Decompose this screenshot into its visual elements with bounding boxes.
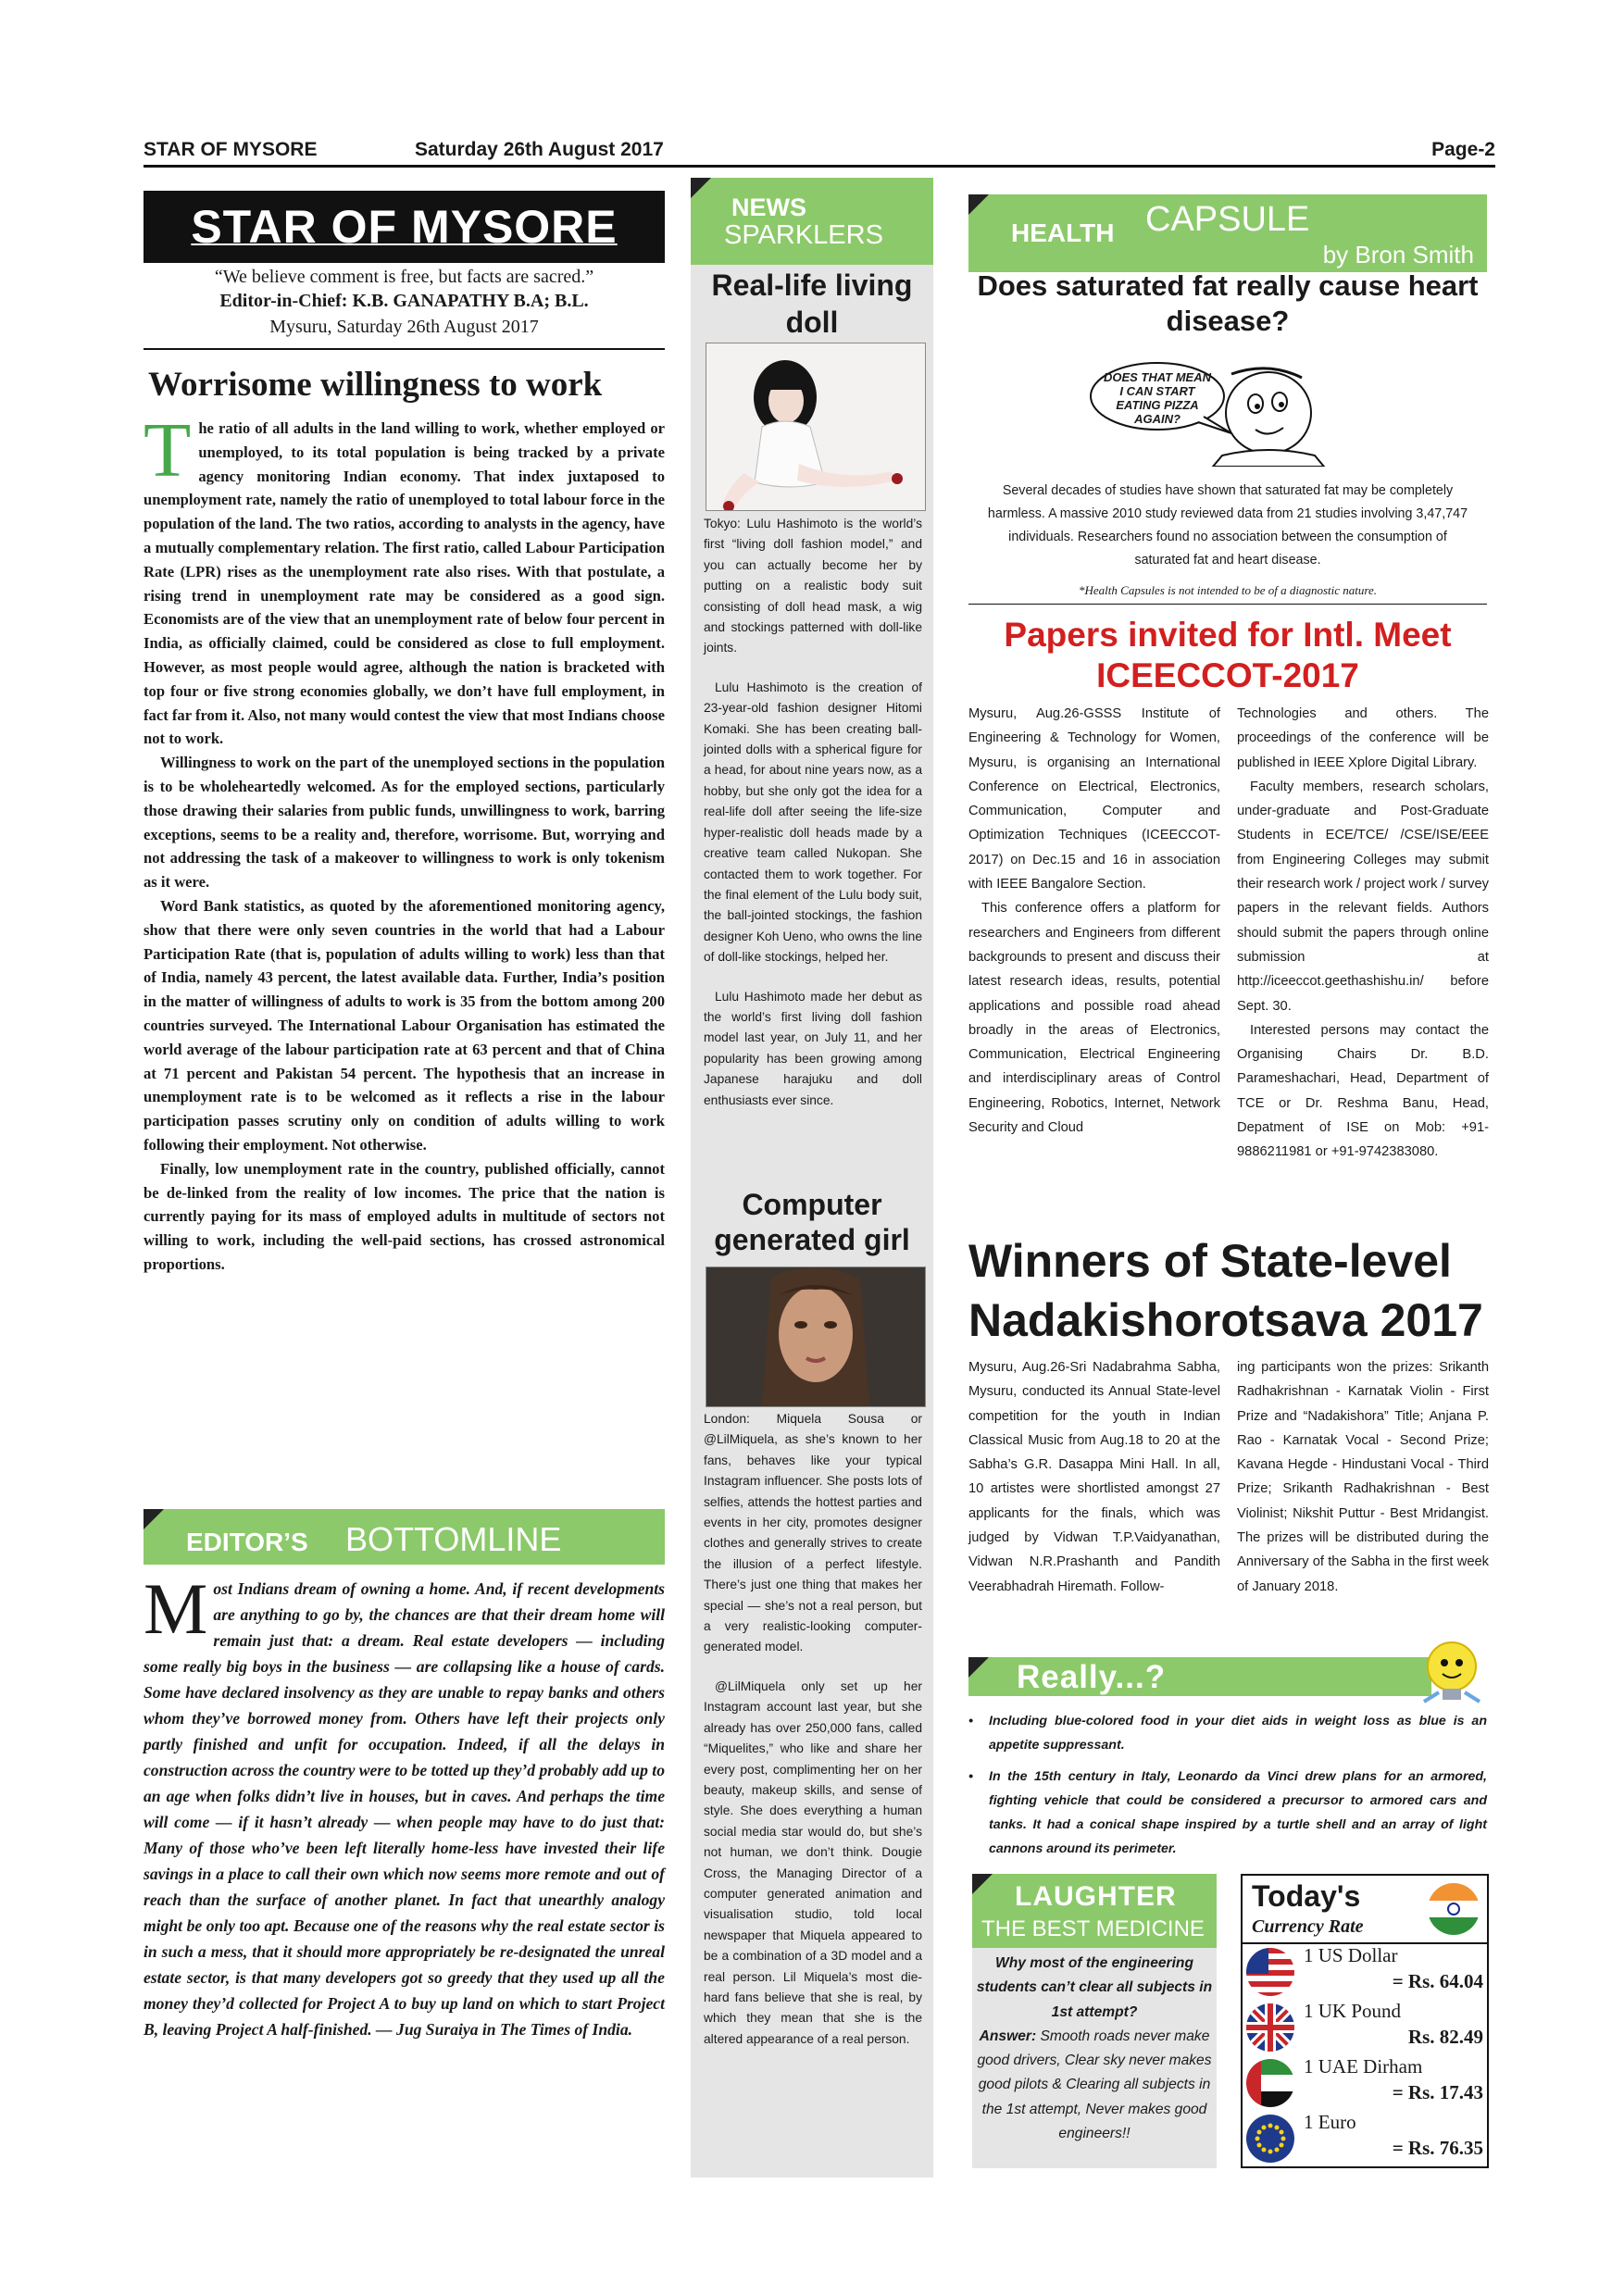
header-date: Saturday 26th August 2017 (415, 139, 664, 160)
masthead-dateline: Mysuru, Saturday 26th August 2017 (269, 317, 539, 337)
currency-row-usd (1243, 1944, 1487, 2000)
conference-paragraph: Interested persons may contact the Organising Chairs Dr. B.D. Parameshachari, Head, Department of TCE or Dr. Reshma Banu, Head, Depatment of ISE on Mob: +91-9886211981 or +91-9742383080. (1237, 1022, 1489, 1160)
nadaki-title: Winners of State-level Nadakishorotsava 2017 (968, 1235, 1483, 1346)
laughter-answer: Smooth roads never make good drivers, Clear sky never makes good pilots & Clearing all subjects in the 1st attempt, Never makes good engineers!! (977, 2028, 1212, 2142)
currency-rate: = Rs. 17.43 (1392, 2081, 1483, 2103)
health-title: Does saturated fat really cause heart disease? (977, 269, 1479, 337)
banner-corner (972, 1874, 993, 1894)
news-paragraph: London: Miquela Sousa or @LilMiquela, as she’s known to her fans, behaves like your typical Instagram influencer. She posts lots of selfies, attends the hottest parties and events in her city, promotes designer clothes and generally strives to create the illusion of a perfect lifestyle. There’s just one thing that makes her special — she’s not a real person, but a very realistic-looking computer-generated model. (704, 1412, 922, 1654)
laughter-body (976, 1952, 1213, 2146)
currency-title: Today's (1252, 1879, 1361, 1913)
health-cartoon (1083, 356, 1370, 467)
masthead-title: STAR OF MYSORE (191, 201, 618, 253)
living-doll-photo (706, 343, 926, 511)
currency-row-aed (1243, 2055, 1487, 2111)
living-doll-illustration (706, 343, 925, 510)
eu-flag-icon (1246, 2115, 1294, 2163)
health-disclaimer: *Health Capsules is not intended to be of a diagnostic nature. (1079, 583, 1377, 597)
bullet-icon: • (968, 1714, 973, 1728)
news-paragraph: @LilMiquela only set up her Instagram account last year, but she already has over 250,000 fans, called “Miquelites,” who like and share her every post, complimenting her on her beauty, makeup skills, and sense of style. She does everything a human social media star would do, but she’s not human, we don’t think. Dougie Cross, the Managing Director of a computer generated animation and visualisation studio, told local newspaper that Miquela appeared to be a combination of a 3D model and a real person. Lil Miquela’s most die-hard fans believe that she is real, by which they mean that she is the altered appearance of a real person. (704, 1678, 922, 2046)
currency-row-eur (1243, 2111, 1487, 2166)
editorial-paragraph: he ratio of all adults in the land willing to work, whether employed or unemployed, to its total population is being tracked by a private agency monitoring Indian economy. That index juxtaposed to unemployment rate, namely the ratio of unemployed to total labour force in the population of the land. The two ratios, according to analysts in the agency, have a mutually complementary relation. The first ratio, called Labour Participation Rate (LPR) rises as the unemployment rate also rises. With that postulate, a rising trend in unemployment rate may be considered as a good sign. Economists are of the view that an unemployment rate of below four percent in India, as officially claimed, could be considered as close to full employment. However, as most people would agree, although the nation is bracketed with top four or five strong economies globally, we don’t have full employment, in fact far from it. Also, not many would contest the view that most Indians choose not to work. (144, 419, 665, 748)
currency-name: 1 Euro (1304, 2111, 1356, 2133)
conference-title: Papers invited for Intl. Meet ICEECCOT-2017 (1004, 616, 1452, 694)
cg-girl-illustration (706, 1267, 925, 1406)
header-page-number: Page-2 (1431, 139, 1495, 160)
currency-subtitle: Currency Rate (1252, 1916, 1364, 1937)
nadaki-column-right (1237, 1355, 1489, 1599)
currency-row-gbp (1243, 2000, 1487, 2055)
news-story2-title: Computer generated girl (714, 1188, 910, 1256)
really-item-text: Including blue-colored food in your diet aids in weight loss as blue is an appetite suppressant. (989, 1714, 1487, 1753)
banner-corner (968, 1657, 989, 1678)
news-story2-body (704, 1409, 922, 2050)
health-label-bold: HEALTH (1011, 218, 1115, 247)
news-story1-body (704, 514, 922, 1111)
health-byline: by Bron Smith (1322, 241, 1474, 268)
banner-corner (691, 178, 711, 198)
conference-paragraph: Technologies and others. The proceedings of the conference will be published in IEEE Xplore Digital Library. (1237, 706, 1489, 770)
masthead-motto: “We believe comment is free, but facts are sacred.” (214, 267, 594, 287)
news-story1-title: Real-life living doll (711, 268, 913, 339)
laughter-label-bottom: THE BEST MEDICINE (981, 1916, 1205, 1941)
header-rule (144, 165, 1495, 168)
currency-name: 1 US Dollar (1304, 1944, 1398, 1966)
currency-name: 1 UK Pound (1304, 2000, 1402, 2022)
bottomline-dropcap: M (144, 1568, 208, 1649)
cartoon-speech-bubble: DOES THAT MEAN I CAN START EATING PIZZA AGAIN? (1103, 370, 1212, 426)
really-item (968, 1765, 1487, 1861)
header-paper-name: STAR OF MYSORE (144, 139, 318, 160)
masthead-logo (144, 191, 665, 263)
health-label-light: CAPSULE (1145, 200, 1310, 239)
news-label-bottom: SPARKLERS (724, 220, 883, 250)
news-sparklers-banner (691, 178, 933, 265)
news-paragraph: Lulu Hashimoto made her debut as the world’s first living doll fashion model last year, on July 11, and her popularity has been growing among Japanese harajuku and doll enthusiasts ever since. (704, 989, 922, 1107)
news-paragraph: Lulu Hashimoto is the creation of 23-year-old fashion designer Hitomi Komaki. She has been creating ball-jointed dolls with a spherical figure for a head, for about nine years now, as a hobby, but she only got the idea for a real-life doll after seeing the life-size hyper-realistic doll heads made by a creative team called Nukopan. She contacted them to work together. For the final element of the Lulu body suit, the ball-jointed stockings, the fashion designer Koh Ueno, who owns the line of doll-like stockings, helped her. (704, 680, 922, 965)
conference-paragraph: This conference offers a platform for researchers and Engineers from different backgrounds to present and discuss their latest research ideas, results, potential applications and possible road ahead broadly in the areas of Electronics, Communication, Electrical Engineering and interdisciplinary areas of Control Engineering, Robotics, Internet, Network Security and Cloud (968, 901, 1220, 1136)
laughter-banner (972, 1874, 1217, 1948)
editorial-headline: Worrisome willingness to work (148, 366, 603, 404)
health-rule (968, 604, 1487, 605)
uk-flag-icon (1246, 2003, 1294, 2052)
news-label-top: NEWS (731, 193, 806, 221)
nadaki-paragraph: Mysuru, Aug.26-Sri Nadabrahma Sabha, Mysuru, conducted its Annual State-level competition for the youth in Indian Classical Music from Aug.18 to 20 at the Sabha’s G.R. Dasappa Mini Hall. In all, 10 artistes were shortlisted amongst 27 applicants for the finals, which was judged by Vidwan T.P.Vaidyanathan, Vidwan N.R.Prashanth and Pandith Veerabhadrah Hiremath. Follow- (968, 1360, 1220, 1594)
masthead-editor: Editor-in-Chief: K.B. GANAPATHY B.A; B.L. (219, 291, 589, 311)
really-list (968, 1709, 1487, 1861)
really-item (968, 1709, 1487, 1757)
health-capsule-banner (968, 194, 1487, 272)
india-flag-icon (1428, 1883, 1480, 1935)
us-flag-icon (1246, 1948, 1294, 1996)
conference-column-right (1237, 702, 1489, 1165)
lightbulb-icon (1415, 1637, 1489, 1713)
health-body: Several decades of studies have shown that saturated fat may be completely harmless. A massive 2010 study reviewed data from 21 studies involving 3,47,747 individuals. Researchers found no association between the consumption of saturated fat and heart disease. (987, 483, 1468, 568)
nadaki-column-left (968, 1355, 1220, 1599)
bottomline-text: ost Indians dream of owning a home. And, if recent developments are anything to go by, the chances are that their dream home will remain just that: a dream. Real estate developers — including some really big boys in the business — are collapsing like a house of cards. Some have declared insolvency as they are unable to repay banks and others whom they’ve borrowed money from. Others have left their projects only partly finished and unfit for occupation. Indeed, if all the delays in construction across the country were to be totted up they’d probably add up to an age when folks didn’t live in houses, but in caves. And perhaps the time will come — if it hasn’t already — when people may have to do just that: Many of those who’ve been left literally home-less have invested their life savings in a place to call their own which now seems more remote and out of reach than the surface of another planet. In fact that unearthly analogy might be only too apt. Because one of the reasons why the real estate sector is in such a mess, that it should more appropriately be re-designated the unreal estate sector, is that many developers got so greedy that they used up all the money they’d collected for Project A to buy up land on which to start Project B, leaving Project A half-finished. — Jug Suraiya in The Times of India. (144, 1579, 665, 2039)
really-banner (968, 1657, 1431, 1696)
bottomline-banner (144, 1509, 665, 1565)
bottomline-body (144, 1568, 665, 2042)
conference-column-left (968, 702, 1220, 1140)
nadaki-paragraph: ing participants won the prizes: Srikanth Radhakrishnan - Karnatak Violin - First Prize and “Nadakishora” Title; Anjana P. Rao - Karnatak Vocal - Second Prize; Kavana Hegde - Hindustani Vocal - Third Prize; Srikanth Radhakrishnan - Best Violinist; Nikshit Puttur - Best Mridangist. The prizes will be distributed during the Anniversary of the Sabha in the first week of January 2018. (1237, 1360, 1489, 1594)
currency-rate: = Rs. 76.35 (1392, 2137, 1483, 2159)
laughter-answer-label: Answer: (979, 2028, 1037, 2044)
laughter-label-top: LAUGHTER (1015, 1881, 1177, 1912)
editorial-paragraph: Word Bank statistics, as quoted by the aforementioned monitoring agency, show that there were only seven countries in the world that had a Labour Participation Rate (that is, population of adults willing to work) less than that of India, namely 43 percent, the latest available data. Further, India’s position in the matter of willingness of adults to work is 35 from the bottom among 200 countries surveyed. The International Labour Organisation has estimated the world average of the labour participation rate at 63 percent and that of China at 71 percent and Pakistan 54 percent. The hypothesis that an increase in unemployment rate is to be welcomed as it reflects a rise in the labour participation passes scrutiny only on condition of adults willing to work following their employment. Not otherwise. (144, 896, 665, 1154)
news-paragraph: Tokyo: Lulu Hashimoto is the world’s first “living doll fashion model,” and you can actually become her by putting on a realistic body suit consisting of doll head mask, a wig and stockings patterned with doll-like joints. (704, 517, 922, 655)
conference-paragraph: Mysuru, Aug.26-GSSS Institute of Engineering & Technology for Women, Mysuru, is organising an International Conference on Electrical, Electronics, Communication, Computer and Optimization Techniques (ICEECCOT-2017) on Dec.15 and 16 in association with IEEE Bangalore Section. (968, 706, 1220, 892)
banner-corner (144, 1509, 164, 1529)
conference-paragraph: Faculty members, research scholars, under-graduate and Post-Graduate Students in ECE/TCE/ /CSE/ISE/EEE from Engineering Colleges may submit their research work / project work / survey papers in the relevant fields. Authors should submit the papers through online submission at http://iceeccot.geethashishu.in/ before Sept. 30. (1237, 779, 1489, 1014)
editorial-paragraph: Finally, low unemployment rate in the country, published officially, cannot be de-linked from the reality of low incomes. The price that the nation is currently paying for its mass of employed adults in multitude of sectors not willing to work, including the well-paid sections, has crossed astronomical proportions. (144, 1159, 665, 1273)
uae-flag-icon (1246, 2059, 1294, 2107)
currency-rate: Rs. 82.49 (1407, 2026, 1483, 2048)
cg-girl-photo (706, 1267, 926, 1407)
masthead-rule (144, 348, 665, 350)
banner-corner (968, 194, 989, 215)
really-label: Really...? (1017, 1659, 1167, 1695)
laughter-question: Why most of the engineering students can’t clear all subjects in 1st attempt? (976, 1955, 1213, 2020)
really-item-text: In the 15th century in Italy, Leonardo da Vinci drew plans for an armored, fighting vehicle that could be considered a precursor to armored cars and tanks. It had a conical shape inspired by a turtle shell and an array of light cannons around its perimeter. (989, 1769, 1487, 1856)
currency-name: 1 UAE Dirham (1304, 2055, 1423, 2078)
bullet-icon: • (968, 1769, 973, 1784)
bottomline-label-bold: EDITOR’S (186, 1528, 308, 1556)
bottomline-label-light: BOTTOMLINE (345, 1520, 562, 1558)
page-header (144, 139, 1495, 165)
editorial-dropcap: T (144, 407, 192, 493)
editorial-paragraph: Willingness to work on the part of the unemployed sections in the population is to be wholeheartedly welcomed. As for the employed sections, particularly those drawing their salaries from public funds, unwillingness to work, barring exceptions, seems to be a reality and, therefore, worrisome. But, worrying and not addressing the task of a makeover to willingness to work is only tokenism as it were. (144, 754, 665, 892)
editorial-body (144, 407, 665, 1277)
currency-rate: = Rs. 64.04 (1392, 1970, 1483, 1992)
